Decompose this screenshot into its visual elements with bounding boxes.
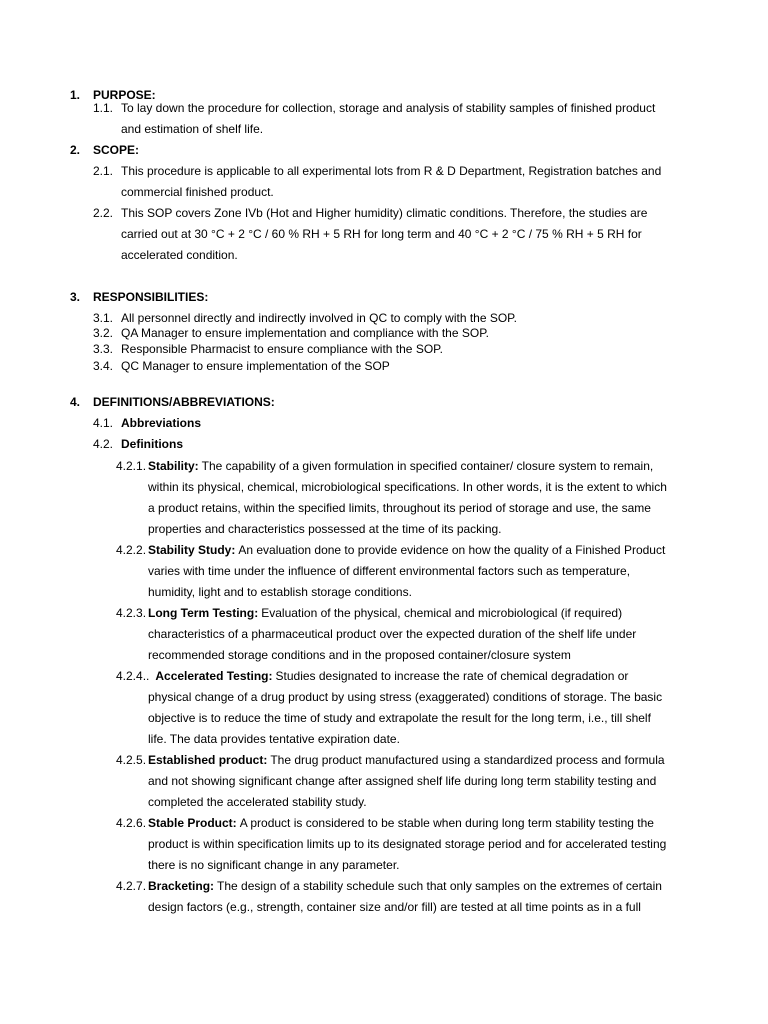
item-text: Responsible Pharmacist to ensure compliance with the SOP. — [121, 342, 443, 356]
item-text-continued: commercial finished product. — [121, 185, 274, 199]
definition-text-continued: properties and characteristics possessed at the time of its packing. — [148, 522, 502, 536]
definition-text: Evaluation of the physical, chemical and microbiological (if required) — [261, 606, 623, 620]
definition-term: Stability: — [148, 459, 199, 473]
item-2-1 — [93, 164, 661, 178]
item-text: All personnel directly and indirectly involved in QC to comply with the SOP. — [121, 311, 517, 325]
definition-text-continued: a product retains, within the specified limits, throughout its period of storage and use, the same — [148, 501, 651, 515]
subsection-label: Definitions — [121, 437, 183, 451]
item-number: 4.1. — [93, 416, 114, 430]
item-number: 3.1. — [93, 311, 114, 325]
definition-4-2-5 — [116, 753, 665, 767]
section-heading-scope — [70, 143, 139, 157]
definition-number: 4.2.5. — [116, 753, 147, 767]
definition-number: 4.2.3. — [116, 606, 147, 620]
item-number: 3.4. — [93, 359, 114, 373]
definition-number: 4.2.7. — [116, 879, 147, 893]
definition-4-2-3 — [116, 606, 622, 620]
item-4-1-abbreviations — [93, 416, 201, 430]
definition-term: Stable Product: — [148, 816, 237, 830]
item-3-1 — [93, 311, 517, 325]
item-text-continued: accelerated condition. — [121, 248, 238, 262]
section-heading-responsibilities — [70, 290, 208, 304]
section-title: SCOPE: — [93, 143, 140, 157]
item-4-2-definitions — [93, 437, 183, 451]
item-3-2 — [93, 326, 489, 340]
section-number: 4. — [70, 395, 81, 409]
item-3-3 — [93, 342, 443, 356]
item-number: 2.2. — [93, 206, 114, 220]
item-text: To lay down the procedure for collection, storage and analysis of stability samples of finished product — [121, 101, 656, 115]
item-number: 3.3. — [93, 342, 114, 356]
definition-4-2-2 — [116, 543, 665, 557]
definition-4-2-6 — [116, 816, 654, 830]
item-2-2 — [93, 206, 647, 220]
definition-text-continued: and not showing significant change after assigned shelf life during long term stability testing and — [148, 774, 657, 788]
definition-text: The design of a stability schedule such that only samples on the extremes of certain — [217, 879, 662, 893]
definition-text: Studies designated to increase the rate of chemical degradation or — [275, 669, 629, 683]
item-text: QA Manager to ensure implementation and compliance with the SOP. — [121, 326, 489, 340]
definition-text-continued: life. The data provides tentative expiration date. — [148, 732, 400, 746]
section-title: PURPOSE: — [93, 88, 156, 102]
section-number: 1. — [70, 88, 81, 102]
definition-number: 4.2.6. — [116, 816, 147, 830]
item-text: This procedure is applicable to all experimental lots from R & D Department, Registration batches and — [121, 164, 662, 178]
item-text: QC Manager to ensure implementation of the SOP — [121, 359, 390, 373]
definition-4-2-7 — [116, 879, 662, 893]
definition-text-continued: characteristics of a pharmaceutical product over the expected duration of the shelf life under — [148, 627, 637, 641]
definition-text-continued: there is no significant change in any parameter. — [148, 858, 400, 872]
section-heading-purpose — [70, 88, 156, 102]
section-number: 2. — [70, 143, 81, 157]
definition-term: Bracketing: — [148, 879, 215, 893]
item-text-continued: carried out at 30 °C + 2 °C / 60 % RH + 5 RH for long term and 40 °C + 2 °C / 75 % RH + 5 RH for — [121, 227, 642, 241]
definition-text: An evaluation done to provide evidence on how the quality of a Finished Product — [238, 543, 666, 557]
section-number: 3. — [70, 290, 81, 304]
definition-term: Accelerated Testing: — [155, 669, 273, 683]
definition-number: 4.2.1. — [116, 459, 147, 473]
section-title: RESPONSIBILITIES: — [93, 290, 209, 304]
definition-text-continued: completed the accelerated stability study. — [148, 795, 367, 809]
definition-text: The capability of a given formulation in specified container/ closure system to remain, — [201, 459, 654, 473]
definition-term: Established product: — [148, 753, 268, 767]
definition-text-continued: physical change of a drug product by using stress (exaggerated) conditions of storage. The basic — [148, 690, 663, 704]
item-number: 2.1. — [93, 164, 114, 178]
item-number: 3.2. — [93, 326, 114, 340]
definition-text-continued: within its physical, chemical, microbiological specifications. In other words, it is the extent to which — [148, 480, 667, 494]
subsection-label: Abbreviations — [121, 416, 202, 430]
definition-text-continued: recommended storage conditions and in the proposed container/closure system — [148, 648, 571, 662]
definition-4-2-4 — [116, 669, 628, 683]
item-text: This SOP covers Zone IVb (Hot and Higher humidity) climatic conditions. Therefore, the studies are — [121, 206, 648, 220]
definition-text-continued: humidity, light and to establish storage conditions. — [148, 585, 412, 599]
section-heading-definitions — [70, 395, 275, 409]
section-title: DEFINITIONS/ABBREVIATIONS: — [93, 395, 275, 409]
item-number: 1.1. — [93, 101, 114, 115]
item-3-4 — [93, 359, 390, 373]
definition-number: 4.2.2. — [116, 543, 147, 557]
definition-text-continued: objective is to reduce the time of study and extrapolate the result for the long term, i.e., till shelf — [148, 711, 651, 725]
item-1-1 — [93, 101, 655, 115]
definition-text: The drug product manufactured using a standardized process and formula — [270, 753, 665, 767]
definition-term: Stability Study: — [148, 543, 236, 557]
definition-text-continued: product is within specification limits up to its designated storage period and for accelerated testing — [148, 837, 667, 851]
definition-text-continued: design factors (e.g., strength, container size and/or fill) are tested at all time points as in a full — [148, 900, 641, 914]
definition-text: A product is considered to be stable when during long term stability testing the — [239, 816, 654, 830]
definition-text-continued: varies with time under the influence of different environmental factors such as temperature, — [148, 564, 631, 578]
item-number: 4.2. — [93, 437, 114, 451]
definition-4-2-1 — [116, 459, 653, 473]
item-text-continued: and estimation of shelf life. — [121, 122, 264, 136]
definition-term: Long Term Testing: — [148, 606, 259, 620]
definition-number: 4.2.4.. — [116, 669, 150, 683]
